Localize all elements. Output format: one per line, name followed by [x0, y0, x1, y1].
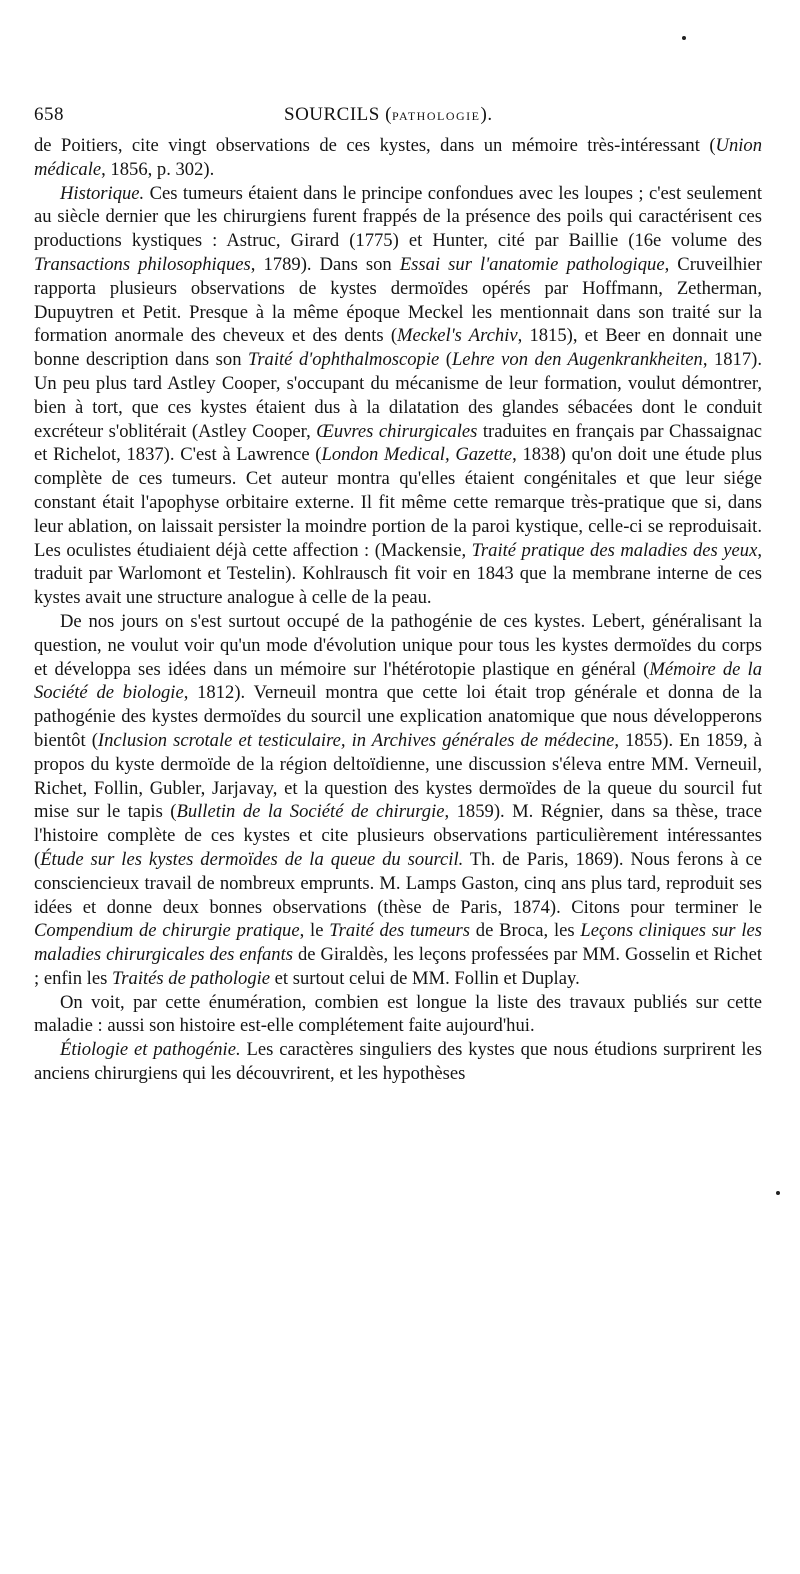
text-run: , 1838) qu'on doit une étude plus complète de ces tumeurs. Cet auteur montra qu'elles étaient congénitales et que leur siége constant était l'apophyse orbitaire externe. Il fit même cette remarque très-pratique que si, dans leur ablation, on laissait persister la moindre portion de la paroi kystique, celle-ci se reproduisait. Les oculistes étudiaient déjà cette affection : (Mackensie,	[34, 444, 762, 561]
running-title	[284, 104, 493, 126]
text-run: Les caractères singuliers des kystes que nous étudions surprirent les anciens chirurgiens qui les découvrirent, et les hypothèses	[34, 1039, 762, 1085]
italic-text: Transactions philosophiques	[34, 253, 251, 275]
text-run: traduites en français par Chassaignac et Richelot, 1837). C'est à Lawrence (	[34, 420, 762, 466]
text-run: Th. de Paris, 1869). Nous ferons à ce consciencieux travail de nombreux emprunts. M. Lamps Gaston, cinq ans plus tard, reproduit ses idées et donne deux bonnes observations (thèse de Paris, 1874). Citons pour terminer le	[34, 848, 762, 918]
text-run: , traduit par Warlomont et Testelin). Kohlrausch fit voir en 1843 que la membrane interne de ces kystes avait une structure analogue à celle de la peau.	[34, 539, 762, 609]
paragraph	[34, 991, 762, 1039]
text-run: Ces tumeurs étaient dans le principe confondues avec les loupes ; c'est seulement au siècle dernier que les chirurgiens furent frappés de la présence des poils qui caractérisent ces productions kystiques : Astruc, Girard (1775) et Hunter, cité par Baillie (16e volume des	[34, 182, 762, 252]
italic-text: Lehre von den Augenkrankheiten	[451, 349, 703, 371]
text-run: On voit, par cette énumération, combien est longue la liste des travaux publiés sur cette maladie : aussi son histoire est-elle complétement faite aujourd'hui.	[34, 991, 762, 1037]
italic-text: Mémoire de la Société de biologie	[34, 658, 762, 704]
text-run: , 1859). M. Régnier, dans sa thèse, trace l'histoire complète de ces kystes et cite plusieurs observations particulièrement intéressantes (	[34, 801, 762, 870]
italic-text: London Medical, Gazette	[321, 444, 513, 466]
running-head	[34, 100, 762, 134]
italic-text: Essai sur l'anatomie pathologique	[399, 253, 665, 275]
italic-text: Leçons cliniques sur les maladies chirurgicales des enfants	[34, 920, 762, 966]
paragraph	[34, 134, 762, 182]
italic-text: Inclusion scrotale et testiculaire, in Archives générales de médecine	[97, 729, 615, 751]
italic-text: Traités de pathologie	[111, 967, 271, 989]
text-run: de Poitiers, cite vingt observations de ces kystes, dans un mémoire très-intéressant (	[34, 135, 716, 156]
italic-text: Étiologie et pathogénie.	[60, 1039, 241, 1061]
italic-text: Union médicale	[34, 135, 762, 180]
paragraph	[34, 610, 762, 991]
italic-text: Traité pratique des maladies des yeux	[471, 539, 758, 561]
page-number: 658	[34, 104, 64, 125]
text-run: , Cruveilhier rapporta plusieurs observations de kystes dermoïdes opérés par Hoffmann, Zetherman, Dupuytren et Petit. Presque à la même époque Meckel les mentionnait dans son traité sur la formation anormale des cheveux et des dents (	[34, 253, 762, 347]
text-run: , 1856, p. 302).	[101, 158, 215, 180]
text-run: , 1815), et Beer en donnait une bonne description dans son	[34, 325, 762, 371]
italic-text: Étude sur les kystes dermoïdes de la queue du sourcil.	[40, 848, 464, 870]
italic-text: Bulletin de la Société de chirurgie	[176, 801, 445, 823]
text-run: , 1789). Dans son	[250, 253, 400, 275]
text-run: de Broca, les	[469, 920, 581, 942]
italic-text: Œuvres chirurgicales	[316, 420, 478, 442]
running-title-end: ).	[480, 104, 493, 125]
text-run: , 1812). Verneuil montra que cette loi était trop générale et donna de la pathogénie des kystes dermoïdes du sourcil une explication anatomique que nous développerons bientôt (	[34, 682, 762, 751]
running-title-sub: PATHOLOGIE	[391, 109, 481, 123]
text-run: De nos jours on s'est surtout occupé de la pathogénie de ces kystes. Lebert, généralisant la question, ne voulut voir qu'un mode d'évolution unique pour tous les kystes dermoïdes du corps et développa ses idées dans un mémoire sur l'hétérotopie plastique en général (	[34, 610, 762, 680]
italic-text: Historique.	[60, 182, 145, 204]
page	[34, 100, 762, 1086]
text-run: (	[439, 349, 452, 371]
paragraph	[34, 1038, 762, 1086]
body-text	[34, 134, 762, 1086]
running-title-main: SOURCILS (	[284, 104, 392, 125]
italic-text: Traité des tumeurs	[329, 920, 470, 942]
text-run: de Giraldès, les leçons professées par MM. Gosselin et Richet ; enfin les	[34, 944, 762, 989]
text-run: , 1855). En 1859, à propos du kyste dermoïde de la région deltoïdienne, une discussion s'éleva entre MM. Verneuil, Richet, Follin, Gubler, Jarjavay, et la question des kystes dermoïdes de la queue du sourcil fut mise sur le tapis (	[34, 729, 763, 823]
paragraph	[34, 182, 762, 610]
italic-text: Meckel's Archiv	[397, 325, 518, 347]
margin-mark	[682, 36, 686, 40]
text-run: , le	[299, 920, 330, 942]
margin-mark	[776, 1191, 780, 1195]
text-run: , 1817). Un peu plus tard Astley Cooper, s'occupant du mécanisme de leur formation, voulut démontrer, bien à tort, que ces kystes étaient dus à la dilatation des glandes sébacées dont le conduit excréteur s'oblitérait (Astley Cooper,	[34, 349, 762, 442]
italic-text: Traité d'ophthalmoscopie	[248, 349, 440, 371]
text-run: et surtout celui de MM. Follin et Duplay.	[270, 967, 580, 989]
italic-text: Compendium de chirurgie pratique	[34, 920, 300, 942]
